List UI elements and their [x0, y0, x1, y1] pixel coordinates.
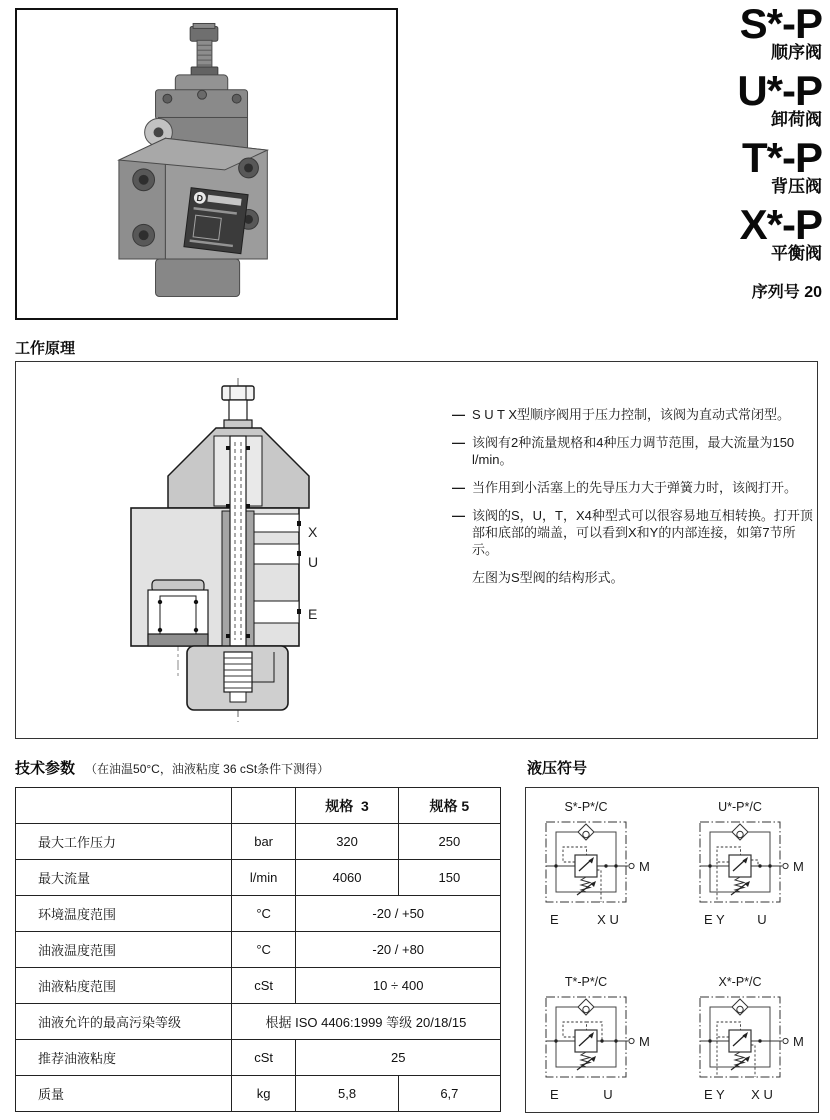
series-number: 序列号 20	[751, 284, 822, 301]
port-right: U	[603, 1087, 613, 1102]
symbol-title: S*-P*/C	[564, 800, 608, 814]
specs-subtitle: （在油温50°C，油液粘度 36 cSt条件下测得）	[85, 762, 330, 776]
port-right: X U	[597, 912, 619, 927]
bullet-item	[452, 479, 818, 496]
row-label: 油液允许的最高污染等级	[16, 1004, 232, 1040]
port-left: E Y	[704, 1087, 725, 1102]
table-row	[16, 1004, 501, 1040]
symbol-title: T*-P*/C	[564, 975, 608, 989]
bullet-item	[452, 434, 818, 468]
nameplate	[184, 188, 248, 254]
port-m: M	[639, 1034, 650, 1049]
bullet-item	[452, 406, 818, 423]
row-unit: cSt	[231, 968, 296, 1004]
row-value-span: -20 / +50	[296, 896, 501, 932]
model-code: X*-P	[739, 201, 822, 248]
port-right: U	[757, 912, 767, 927]
table-row	[16, 932, 501, 968]
specs-header	[15, 757, 329, 778]
row-value-3: 5,8	[296, 1076, 398, 1112]
row-unit: °C	[231, 896, 296, 932]
row-label: 最大流量	[16, 860, 232, 896]
model-code: S*-P	[739, 0, 822, 47]
principle-title: 工作原理	[15, 340, 76, 357]
model-name: 顺序阀	[771, 43, 822, 62]
row-label: 质量	[16, 1076, 232, 1112]
row-unit: l/min	[231, 860, 296, 896]
table-row	[16, 1040, 501, 1076]
port-left: E	[550, 1087, 559, 1102]
header-size5: 规格 5	[398, 788, 500, 824]
port-m: M	[793, 1034, 804, 1049]
table-row	[16, 968, 501, 1004]
model-code: U*-P	[737, 67, 822, 114]
product-photo-frame	[15, 8, 398, 320]
header-size3: 规格 3	[296, 788, 398, 824]
symbol-title: U*-P*/C	[718, 800, 762, 814]
table-row	[16, 896, 501, 932]
valve-cross-section	[116, 376, 346, 724]
principle-note: 左图为S型阀的结构形式。	[472, 570, 624, 585]
row-label: 油液粘度范围	[16, 968, 232, 1004]
row-label: 环境温度范围	[16, 896, 232, 932]
model-code: T*-P	[742, 134, 822, 181]
row-value-5: 250	[398, 824, 500, 860]
row-value-5: 6,7	[398, 1076, 500, 1112]
symbols-section	[525, 787, 819, 1113]
port-m: M	[639, 859, 650, 874]
row-label: 油液温度范围	[16, 932, 232, 968]
table-row	[16, 1076, 501, 1112]
table-row	[16, 860, 501, 896]
table-header-row	[16, 788, 501, 824]
model-x	[672, 201, 822, 263]
bullet-item	[452, 507, 818, 558]
port-right: X U	[751, 1087, 773, 1102]
principle-section	[15, 361, 818, 739]
model-list	[672, 0, 822, 302]
row-value-span: 25	[296, 1040, 501, 1076]
model-s	[672, 0, 822, 62]
port-left: E	[550, 912, 559, 927]
port-m: M	[793, 859, 804, 874]
port-left: E Y	[704, 912, 725, 927]
bullet-text: S U T X型顺序阀用于压力控制，该阀为直动式常闭型。	[472, 407, 791, 422]
row-value-span: 10 ÷ 400	[296, 968, 501, 1004]
model-name: 背压阀	[771, 177, 822, 196]
row-unit: °C	[231, 932, 296, 968]
bullet-dash: —	[452, 480, 465, 495]
port-label-e: E	[308, 606, 318, 622]
row-label: 推荐油液粘度	[16, 1040, 232, 1076]
row-value-3: 4060	[296, 860, 398, 896]
svg-text:D: D	[196, 192, 204, 204]
symbols-title: 液压符号	[527, 760, 588, 777]
model-t	[672, 134, 822, 196]
symbol-title: X*-P*/C	[718, 975, 762, 989]
port-label-u: U	[308, 554, 319, 570]
row-unit: bar	[231, 824, 296, 860]
symbol-s	[544, 800, 674, 945]
row-value-span: -20 / +80	[296, 932, 501, 968]
bullet-dash: —	[452, 508, 465, 523]
row-unit: kg	[231, 1076, 296, 1112]
specs-table	[15, 787, 501, 1112]
port-label-x: X	[308, 524, 318, 540]
row-label: 最大工作压力	[16, 824, 232, 860]
model-name: 平衡阀	[771, 244, 822, 263]
table-row	[16, 824, 501, 860]
symbol-t	[544, 975, 674, 1120]
bullet-text: 该阀的S，U，T，X4种型式可以很容易地互相转换。打开顶部和底部的端盖，可以看到X和Y的内部连接，如第7节所示。	[472, 508, 813, 557]
symbol-u	[698, 800, 828, 945]
bullet-text: 当作用到小活塞上的先导压力大于弹簧力时，该阀打开。	[472, 480, 798, 495]
row-value-5: 150	[398, 860, 500, 896]
row-unit: cSt	[231, 1040, 296, 1076]
symbol-x	[698, 975, 828, 1120]
bullet-dash: —	[452, 407, 465, 422]
row-value-3: 320	[296, 824, 398, 860]
header-empty-label	[16, 788, 232, 824]
row-value-wide: 根据 ISO 4406:1999 等级 20/18/15	[231, 1004, 500, 1040]
model-u	[672, 67, 822, 129]
bullet-dash: —	[452, 435, 465, 450]
principle-bullets	[452, 406, 818, 586]
model-name: 卸荷阀	[771, 110, 822, 129]
specs-title: 技术参数	[15, 760, 76, 777]
header-empty-unit	[231, 788, 296, 824]
bullet-text: 该阀有2种流量规格和4种压力调节范围，最大流量为150 l/min。	[472, 435, 795, 467]
valve-photo-illustration	[17, 10, 392, 314]
